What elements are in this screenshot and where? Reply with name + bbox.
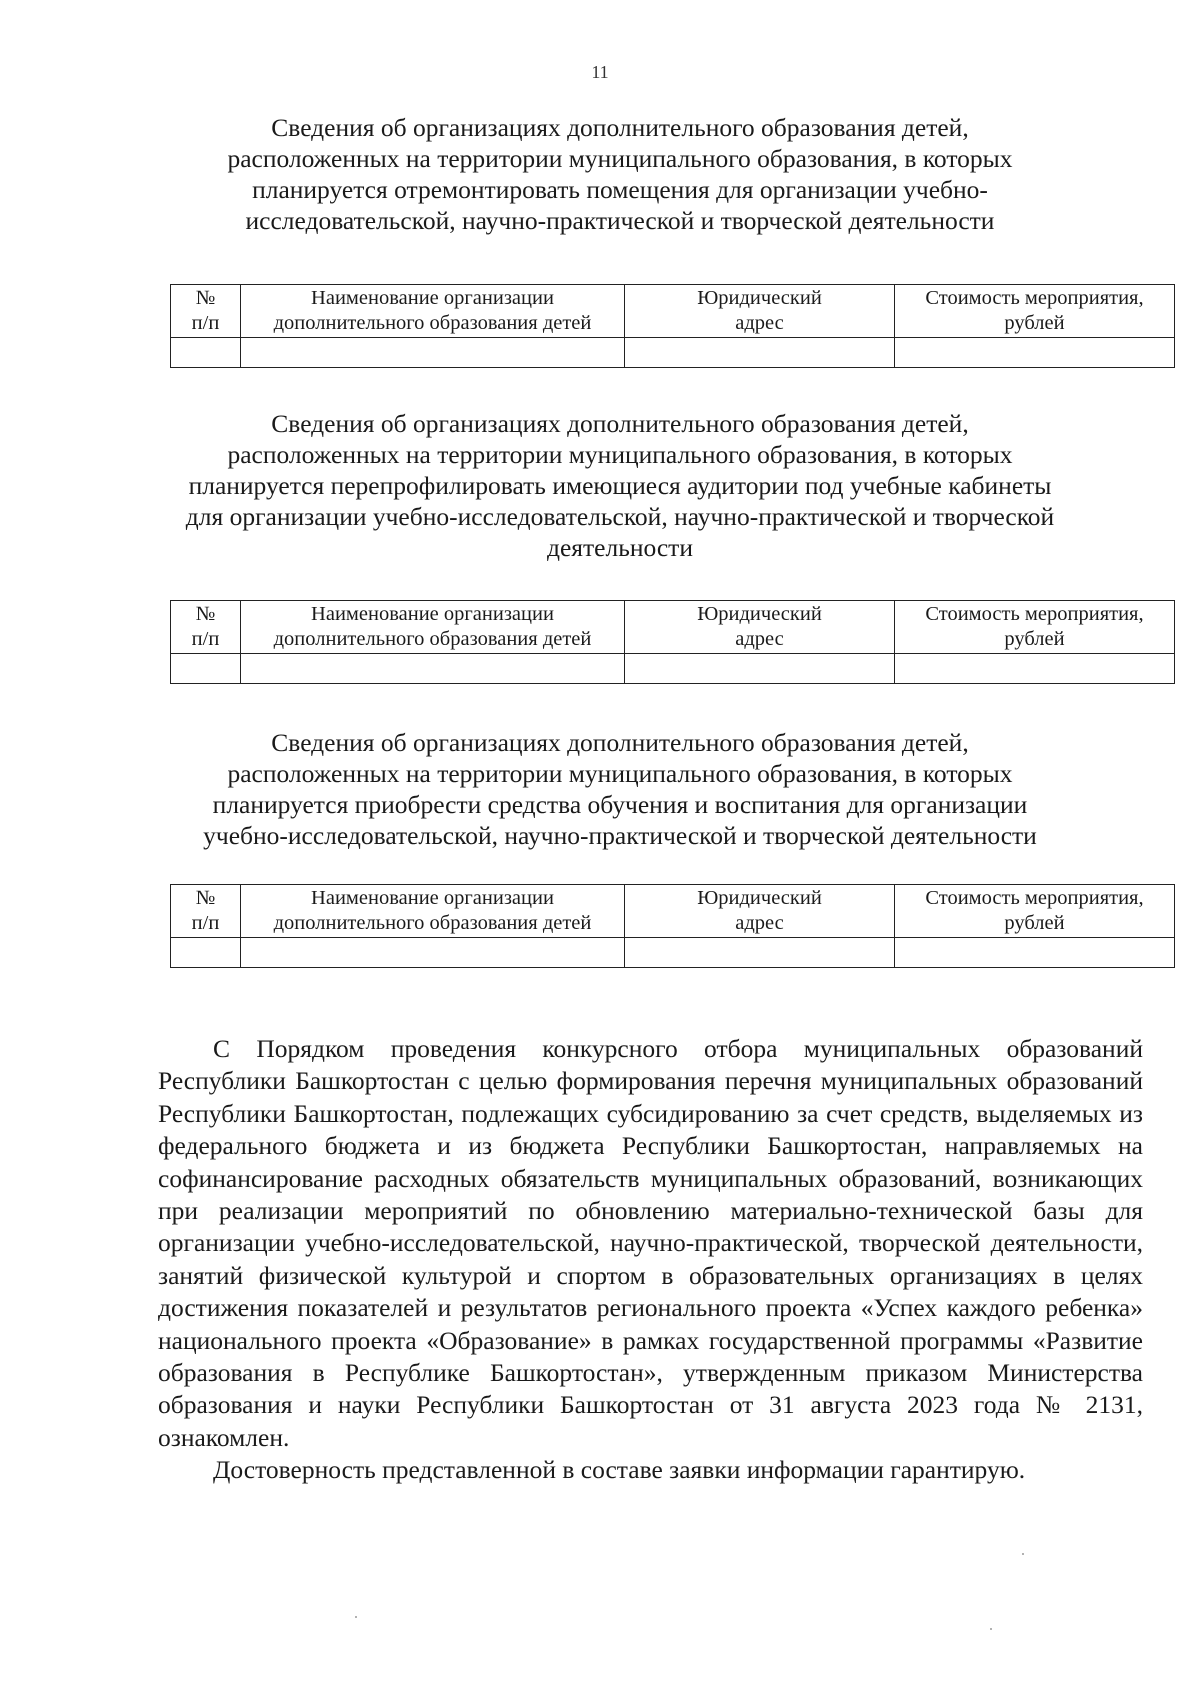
header-number-text: № п/п [191, 887, 220, 934]
table-header-row [171, 601, 1175, 654]
page-number: 11 [591, 62, 609, 82]
section-2-table [170, 600, 1175, 684]
header-number [171, 285, 241, 338]
section-3-table [170, 884, 1175, 968]
table-header-row [171, 885, 1175, 938]
section-3-heading [140, 727, 1100, 851]
header-cost-text: Стоимость мероприятия, рублей [925, 287, 1144, 334]
header-organization-name-text: Наименование организации дополнительного образования детей [273, 287, 592, 334]
header-number-text: № п/п [191, 287, 220, 334]
cell-organization-name[interactable] [241, 654, 625, 684]
cell-organization-name[interactable] [241, 938, 625, 968]
header-organization-name-text: Наименование организации дополнительного образования детей [273, 603, 592, 650]
header-legal-address-text: Юридический адрес [697, 603, 822, 650]
heading-line: Сведения об организациях дополнительного образования детей, [271, 409, 969, 438]
header-legal-address [625, 601, 895, 654]
cell-legal-address[interactable] [625, 654, 895, 684]
header-legal-address [625, 285, 895, 338]
heading-line: исследовательской, научно-практической и творческой деятельности [245, 206, 995, 235]
heading-line: расположенных на территории муниципального образования, в которых [227, 759, 1013, 788]
header-legal-address-text: Юридический адрес [697, 287, 822, 334]
header-cost [895, 885, 1175, 938]
header-organization-name-text: Наименование организации дополнительного образования детей [273, 887, 592, 934]
cell-cost[interactable] [895, 938, 1175, 968]
heading-line: расположенных на территории муниципального образования, в которых [227, 144, 1013, 173]
cell-legal-address[interactable] [625, 938, 895, 968]
heading-line: Сведения об организациях дополнительного образования детей, [271, 113, 969, 142]
header-cost-text: Стоимость мероприятия, рублей [925, 603, 1144, 650]
scan-speck [990, 1628, 992, 1630]
header-cost [895, 601, 1175, 654]
header-legal-address-text: Юридический адрес [697, 887, 822, 934]
header-organization-name [241, 285, 625, 338]
acknowledgement-paragraph: С Порядком проведения конкурсного отбора муниципальных образований Республики Башкортостан с целью формирования перечня муниципальных образований Республики Башкортостан, подлежащих субсидированию за счет средств, выделяемых из федерального бюджета и из бюджета Республики Башкортостан, направляемых на софинансирование расходных обязательств муниципальных образований, возникающих при реализации мероприятий по обновлению материально-технической базы для организации учебно-исследовательской, научно-практической, творческой деятельности, занятий физической культурой и спортом в образовательных организациях в целях достижения показателей и результатов регионального проекта «Успех каждого ребенка» национального проекта «Образование» в рамках государственной программы «Развитие образования в Республике Башкортостан», утвержденным приказом Министерства образования и науки Республики Башкортостан от 31 августа 2023 года № 2131, ознакомлен. [158, 1034, 1143, 1452]
header-organization-name [241, 885, 625, 938]
header-organization-name [241, 601, 625, 654]
heading-line: Сведения об организациях дополнительного образования детей, [271, 728, 969, 757]
header-number [171, 601, 241, 654]
scan-speck [1022, 1553, 1024, 1555]
heading-line: планируется перепрофилировать имеющиеся аудитории под учебные кабинеты [188, 471, 1052, 500]
cell-legal-address[interactable] [625, 338, 895, 368]
cell-number[interactable] [171, 938, 241, 968]
header-legal-address [625, 885, 895, 938]
heading-line: деятельности [547, 533, 693, 562]
heading-line: планируется приобрести средства обучения и воспитания для организации [212, 790, 1028, 819]
header-cost-text: Стоимость мероприятия, рублей [925, 887, 1144, 934]
scan-speck [355, 1616, 357, 1618]
cell-cost[interactable] [895, 654, 1175, 684]
table-row [171, 338, 1175, 368]
heading-line: для организации учебно-исследовательской, научно-практической и творческой [185, 502, 1055, 531]
cell-cost[interactable] [895, 338, 1175, 368]
cell-number[interactable] [171, 654, 241, 684]
table-header-row [171, 285, 1175, 338]
header-number [171, 885, 241, 938]
guarantee-paragraph: Достоверность представленной в составе заявки информации гарантирую. [213, 1455, 1026, 1485]
cell-number[interactable] [171, 338, 241, 368]
body-text [158, 1033, 1143, 1487]
heading-line: планируется отремонтировать помещения для организации учебно- [252, 175, 988, 204]
section-2-heading [140, 408, 1100, 563]
section-1-table [170, 284, 1175, 368]
header-cost [895, 285, 1175, 338]
table-row [171, 938, 1175, 968]
heading-line: учебно-исследовательской, научно-практической и творческой деятельности [203, 821, 1037, 850]
section-1-heading [140, 112, 1100, 236]
header-number-text: № п/п [191, 603, 220, 650]
heading-line: расположенных на территории муниципального образования, в которых [227, 440, 1013, 469]
table-row [171, 654, 1175, 684]
cell-organization-name[interactable] [241, 338, 625, 368]
